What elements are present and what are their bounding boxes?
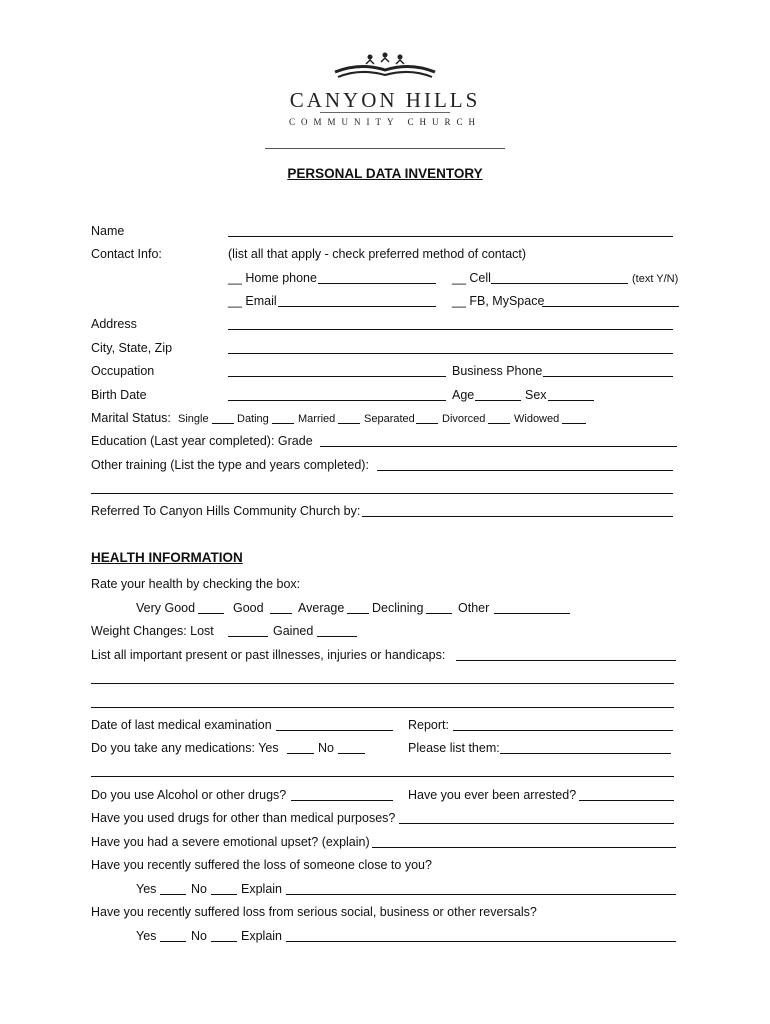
contact-note: (list all that apply - check preferred method of contact) xyxy=(228,247,527,261)
header-divider xyxy=(265,148,505,149)
logo-name: CANYON HILLS xyxy=(289,88,481,112)
name-field[interactable] xyxy=(228,236,673,237)
occupation-field[interactable] xyxy=(228,376,446,377)
city-label: City, State, Zip xyxy=(91,341,173,355)
age-label: Age xyxy=(452,388,475,402)
medications-field-2[interactable] xyxy=(91,776,674,777)
logo-subtitle: COMMUNITY CHURCH xyxy=(289,117,481,127)
illnesses-field[interactable] xyxy=(456,660,676,661)
arrested-label: Have you ever been arrested? xyxy=(408,788,577,802)
marital-divorced-field[interactable] xyxy=(488,423,510,424)
other-label: Other xyxy=(458,601,490,615)
emotional-label: Have you had a severe emotional upset? (explain) xyxy=(91,835,370,849)
loss-someone-no-field[interactable] xyxy=(211,894,237,895)
address-field[interactable] xyxy=(228,329,673,330)
health-heading: HEALTH INFORMATION xyxy=(91,550,243,565)
referred-field[interactable] xyxy=(362,516,673,517)
marital-dating-field[interactable] xyxy=(272,423,294,424)
alcohol-label: Do you use Alcohol or other drugs? xyxy=(91,788,287,802)
illnesses-label: List all important present or past illnesses, injuries or handicaps: xyxy=(91,648,446,662)
report-label: Report: xyxy=(408,718,449,732)
report-field[interactable] xyxy=(453,730,673,731)
medications-no-field[interactable] xyxy=(338,753,365,754)
education-label: Education (Last year completed): Grade xyxy=(91,434,313,448)
loss-someone-explain-label: Explain xyxy=(241,882,282,896)
last-exam-label: Date of last medical examination xyxy=(91,718,272,732)
contact-label: Contact Info: xyxy=(91,247,162,261)
logo-rule xyxy=(320,112,450,113)
marital-widowed-field[interactable] xyxy=(562,423,586,424)
medications-yes-field[interactable] xyxy=(287,753,314,754)
last-exam-field[interactable] xyxy=(276,730,393,731)
arrested-field[interactable] xyxy=(579,800,674,801)
declining-label: Declining xyxy=(372,601,424,615)
birth-date-label: Birth Date xyxy=(91,388,147,402)
please-list-label: Please list them: xyxy=(408,741,500,755)
marital-single: Single xyxy=(178,413,209,425)
fb-field[interactable] xyxy=(542,306,679,307)
other-training-field-2[interactable] xyxy=(91,493,673,494)
other-training-field[interactable] xyxy=(377,470,673,471)
birth-date-field[interactable] xyxy=(228,400,446,401)
marital-separated: Separated xyxy=(364,413,415,425)
loss-serious-yes-field[interactable] xyxy=(160,941,186,942)
loss-someone-explain-field[interactable] xyxy=(286,894,676,895)
rate-health-label: Rate your health by checking the box: xyxy=(91,577,301,591)
fb-label: __ FB, MySpace xyxy=(452,294,545,308)
declining-field[interactable] xyxy=(426,613,452,614)
weight-lost-label: Weight Changes: Lost xyxy=(91,624,214,638)
loss-serious-explain-label: Explain xyxy=(241,929,282,943)
marital-widowed: Widowed xyxy=(514,413,560,425)
illnesses-field-2[interactable] xyxy=(91,683,674,684)
average-label: Average xyxy=(298,601,345,615)
home-phone-label: __ Home phone xyxy=(228,271,317,285)
alcohol-field[interactable] xyxy=(291,800,393,801)
loss-someone-no-label: No xyxy=(191,882,207,896)
loss-serious-no-label: No xyxy=(191,929,207,943)
loss-serious-explain-field[interactable] xyxy=(286,941,676,942)
age-field[interactable] xyxy=(475,400,521,401)
loss-serious-yes-label: Yes xyxy=(136,929,157,943)
other-field[interactable] xyxy=(494,613,570,614)
education-field[interactable] xyxy=(320,446,677,447)
please-list-field[interactable] xyxy=(500,753,671,754)
name-label: Name xyxy=(91,224,125,238)
sex-field[interactable] xyxy=(548,400,594,401)
loss-someone-label: Have you recently suffered the loss of someone close to you? xyxy=(91,858,432,872)
drugs-nonmedical-field[interactable] xyxy=(399,823,674,824)
address-label: Address xyxy=(91,317,137,331)
occupation-label: Occupation xyxy=(91,364,155,378)
marital-divorced: Divorced xyxy=(442,413,486,425)
cell-label: __ Cell xyxy=(452,271,491,285)
medications-no-label: No xyxy=(318,741,334,755)
loss-someone-yes-field[interactable] xyxy=(160,894,186,895)
marital-label: Marital Status: xyxy=(91,411,171,425)
weight-lost-field[interactable] xyxy=(228,636,268,637)
marital-separated-field[interactable] xyxy=(416,423,438,424)
marital-married-field[interactable] xyxy=(338,423,360,424)
marital-single-field[interactable] xyxy=(212,423,234,424)
cell-field[interactable] xyxy=(491,283,628,284)
drugs-nonmedical-label: Have you used drugs for other than medical purposes? xyxy=(91,811,396,825)
referred-label: Referred To Canyon Hills Community Church by: xyxy=(91,504,361,518)
good-label: Good xyxy=(233,601,264,615)
emotional-field[interactable] xyxy=(372,847,676,848)
marital-dating: Dating xyxy=(237,413,269,425)
marital-married: Married xyxy=(298,413,336,425)
other-training-label: Other training (List the type and years completed): xyxy=(91,458,369,472)
weight-gained-label: Gained xyxy=(273,624,314,638)
loss-someone-yes-label: Yes xyxy=(136,882,157,896)
church-logo-icon xyxy=(330,50,440,80)
sex-label: Sex xyxy=(525,388,547,402)
good-field[interactable] xyxy=(270,613,292,614)
very-good-field[interactable] xyxy=(198,613,224,614)
loss-serious-no-field[interactable] xyxy=(211,941,237,942)
medications-label: Do you take any medications: Yes xyxy=(91,741,279,755)
business-phone-label: Business Phone xyxy=(452,364,543,378)
average-field[interactable] xyxy=(347,613,369,614)
illnesses-field-3[interactable] xyxy=(91,707,674,708)
home-phone-field[interactable] xyxy=(318,283,436,284)
page-title: PERSONAL DATA INVENTORY xyxy=(287,166,483,181)
weight-gained-field[interactable] xyxy=(317,636,357,637)
email-label: __ Email xyxy=(228,294,277,308)
email-field[interactable] xyxy=(278,306,436,307)
loss-serious-label: Have you recently suffered loss from serious social, business or other reversals? xyxy=(91,905,537,919)
city-field[interactable] xyxy=(228,353,673,354)
text-yn-label: (text Y/N) xyxy=(632,273,679,285)
business-phone-field[interactable] xyxy=(543,376,673,377)
very-good-label: Very Good xyxy=(136,601,196,615)
